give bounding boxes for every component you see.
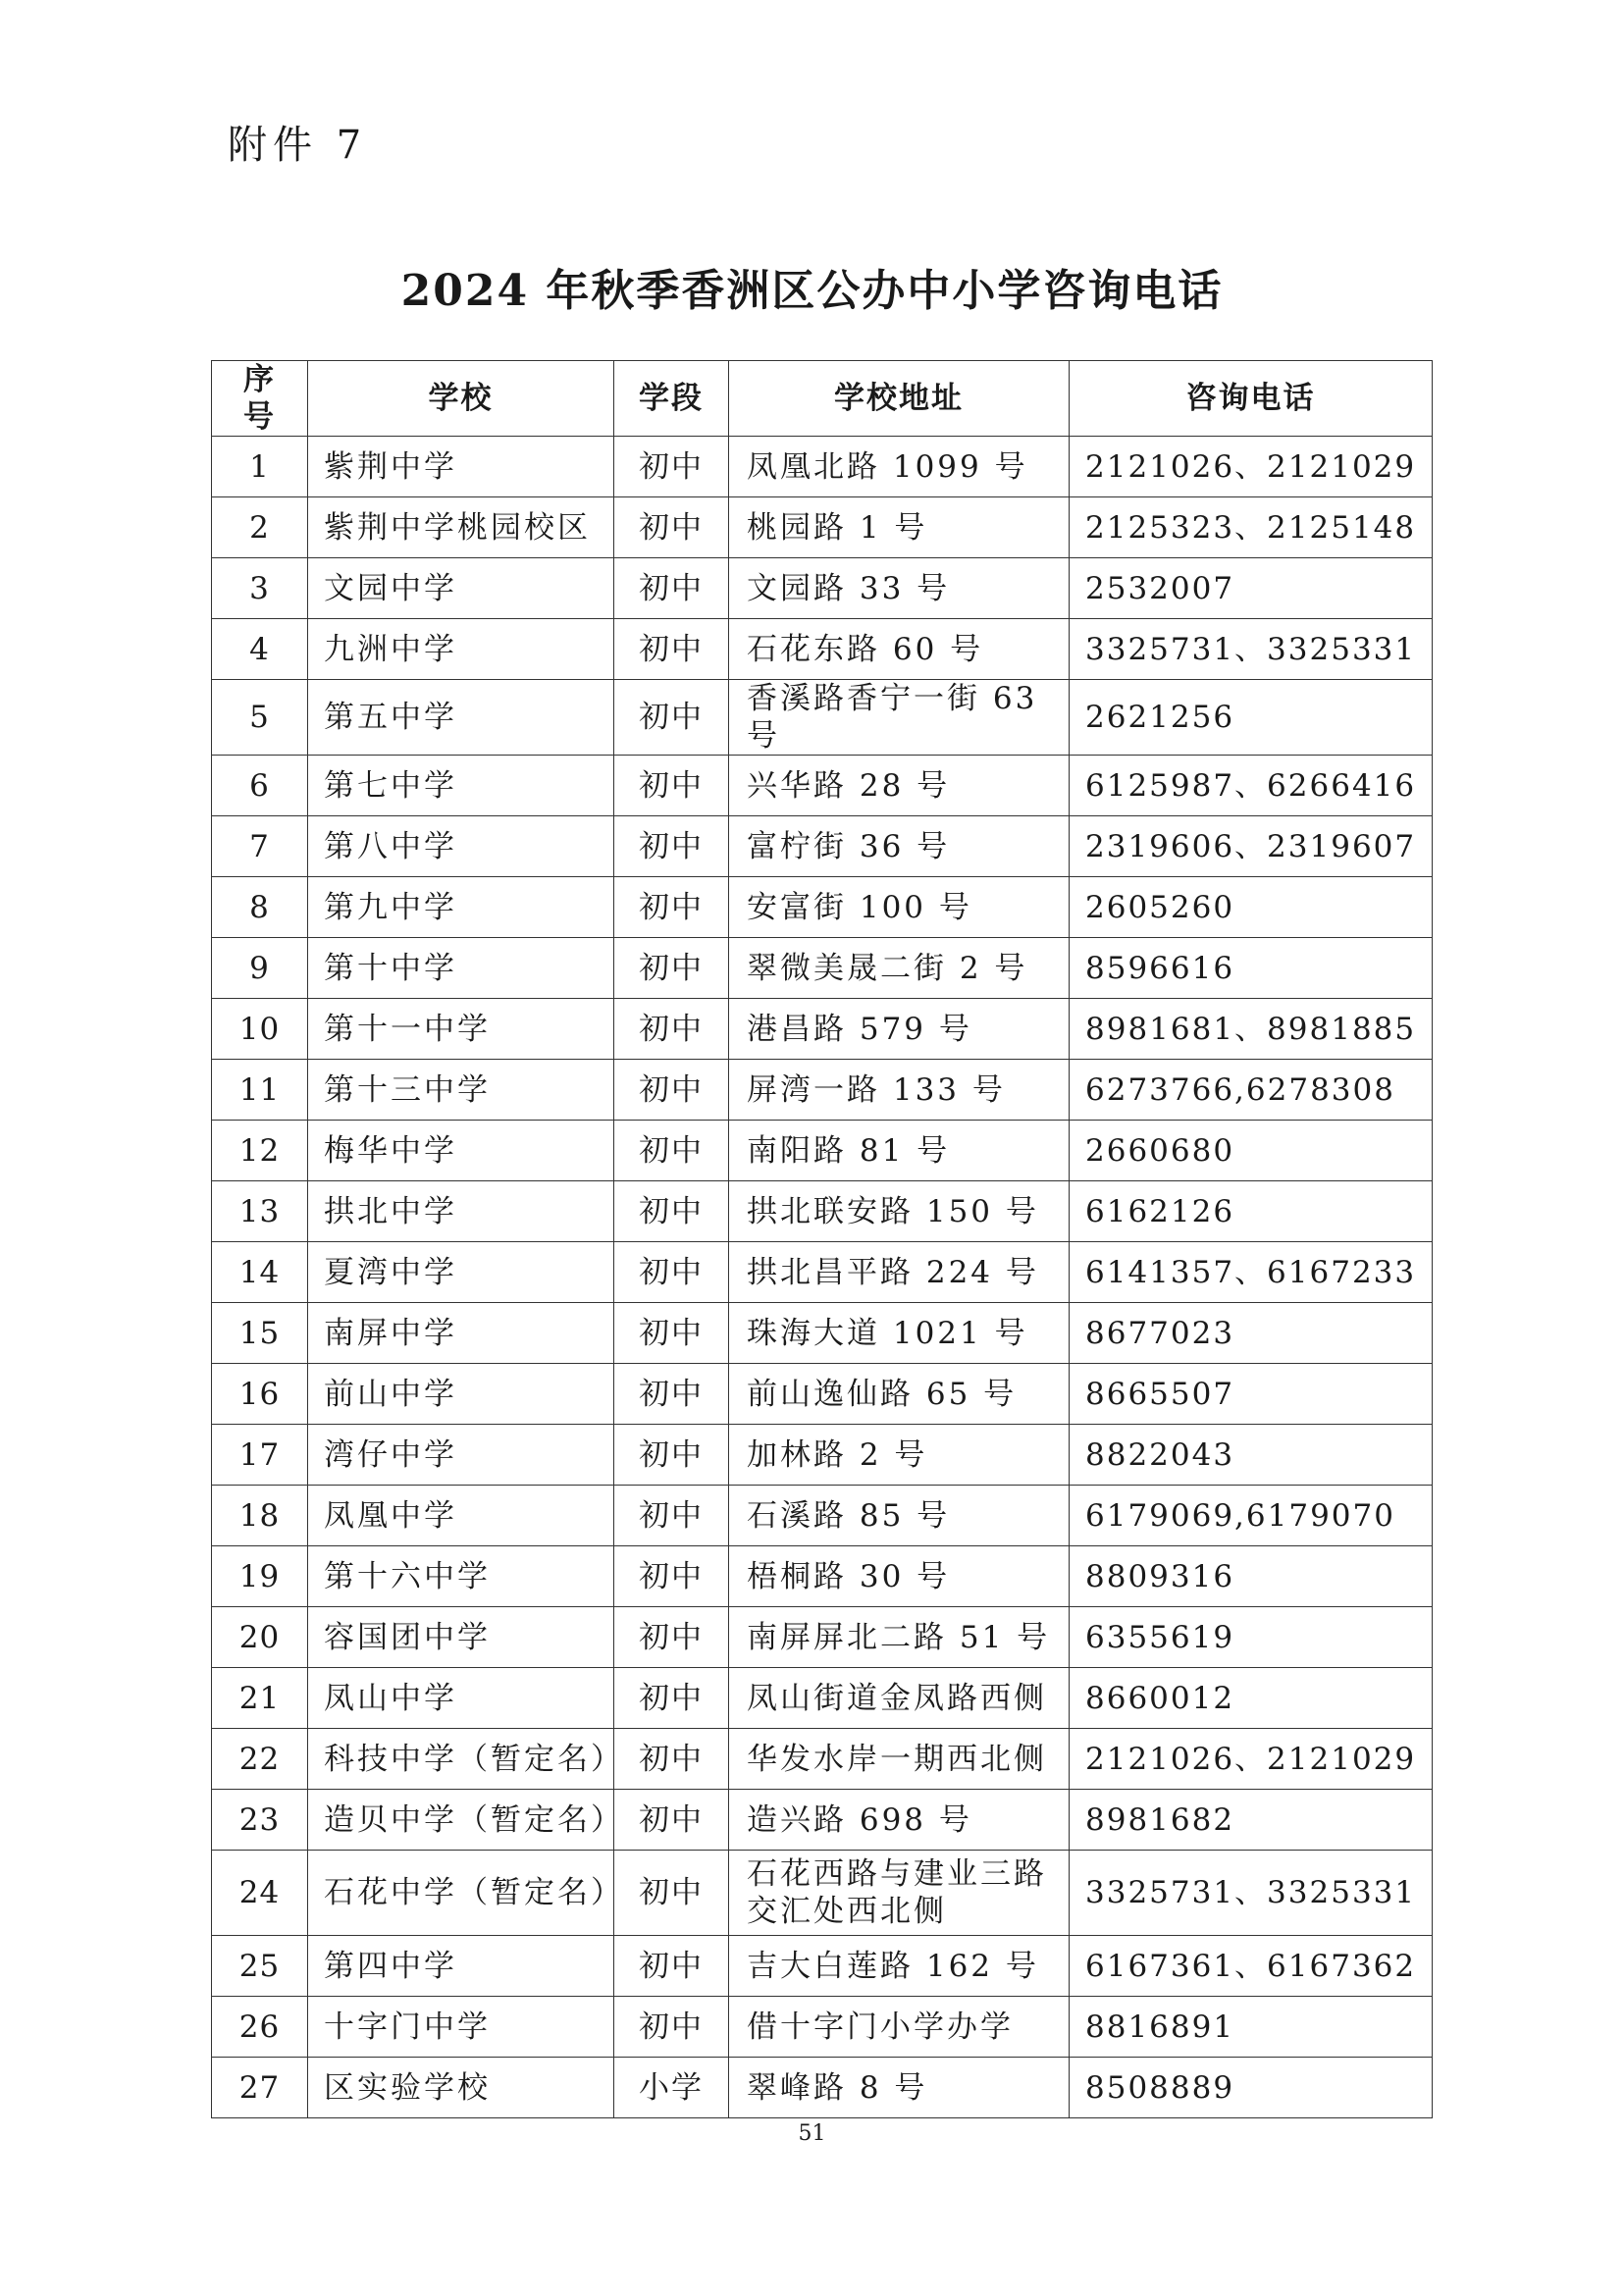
cell-stage: 初中 <box>614 558 729 619</box>
cell-school: 凤凰中学 <box>308 1486 614 1546</box>
cell-address: 拱北联安路 150 号 <box>729 1181 1070 1242</box>
cell-stage: 初中 <box>614 1364 729 1425</box>
cell-number: 12 <box>212 1121 308 1181</box>
cell-number: 23 <box>212 1790 308 1851</box>
school-contact-table <box>211 360 1432 2118</box>
table-row <box>212 1364 1433 1425</box>
cell-address: 借十字门小学办学 <box>729 1997 1070 2058</box>
cell-phone: 8508889 <box>1070 2058 1433 2118</box>
cell-phone: 8981682 <box>1070 1790 1433 1851</box>
cell-number: 9 <box>212 938 308 999</box>
cell-number: 11 <box>212 1060 308 1121</box>
cell-address: 凤凰北路 1099 号 <box>729 437 1070 497</box>
table-row <box>212 1546 1433 1607</box>
cell-address: 翠峰路 8 号 <box>729 2058 1070 2118</box>
cell-phone: 6179069,6179070 <box>1070 1486 1433 1546</box>
cell-address: 石溪路 85 号 <box>729 1486 1070 1546</box>
cell-phone: 6141357、6167233 <box>1070 1242 1433 1303</box>
cell-address: 加林路 2 号 <box>729 1425 1070 1486</box>
cell-number: 10 <box>212 999 308 1060</box>
column-header-school: 学校 <box>308 361 614 437</box>
cell-number: 13 <box>212 1181 308 1242</box>
cell-number: 19 <box>212 1546 308 1607</box>
cell-address: 造兴路 698 号 <box>729 1790 1070 1851</box>
cell-address: 石花西路与建业三路交汇处西北侧 <box>729 1851 1070 1936</box>
cell-address: 石花东路 60 号 <box>729 619 1070 680</box>
cell-stage: 初中 <box>614 1790 729 1851</box>
cell-school: 湾仔中学 <box>308 1425 614 1486</box>
cell-school: 第十三中学 <box>308 1060 614 1121</box>
cell-school: 夏湾中学 <box>308 1242 614 1303</box>
table-row <box>212 1060 1433 1121</box>
table-row <box>212 756 1433 816</box>
cell-number: 22 <box>212 1729 308 1790</box>
cell-school: 第四中学 <box>308 1936 614 1997</box>
table-row <box>212 1181 1433 1242</box>
cell-school: 第十中学 <box>308 938 614 999</box>
cell-number: 20 <box>212 1607 308 1668</box>
cell-school: 容国团中学 <box>308 1607 614 1668</box>
cell-address: 华发水岸一期西北侧 <box>729 1729 1070 1790</box>
cell-school: 文园中学 <box>308 558 614 619</box>
table-row <box>212 2058 1433 2118</box>
cell-number: 1 <box>212 437 308 497</box>
cell-stage: 初中 <box>614 497 729 558</box>
cell-number: 2 <box>212 497 308 558</box>
cell-school: 第九中学 <box>308 877 614 938</box>
cell-school: 第八中学 <box>308 816 614 877</box>
table-row <box>212 437 1433 497</box>
cell-stage: 初中 <box>614 1425 729 1486</box>
cell-stage: 初中 <box>614 1303 729 1364</box>
cell-number: 8 <box>212 877 308 938</box>
cell-school: 前山中学 <box>308 1364 614 1425</box>
cell-address: 吉大白莲路 162 号 <box>729 1936 1070 1997</box>
table-row <box>212 816 1433 877</box>
cell-address: 兴华路 28 号 <box>729 756 1070 816</box>
cell-stage: 初中 <box>614 1060 729 1121</box>
cell-stage: 初中 <box>614 1486 729 1546</box>
cell-stage: 初中 <box>614 999 729 1060</box>
column-header-number: 序号 <box>212 361 308 437</box>
cell-school: 紫荆中学 <box>308 437 614 497</box>
table-row <box>212 877 1433 938</box>
cell-address: 珠海大道 1021 号 <box>729 1303 1070 1364</box>
cell-address: 港昌路 579 号 <box>729 999 1070 1060</box>
cell-number: 15 <box>212 1303 308 1364</box>
cell-stage: 初中 <box>614 816 729 877</box>
cell-school: 科技中学（暂定名） <box>308 1729 614 1790</box>
cell-school: 第十一中学 <box>308 999 614 1060</box>
table-row <box>212 497 1433 558</box>
cell-school: 紫荆中学桃园校区 <box>308 497 614 558</box>
cell-stage: 初中 <box>614 1121 729 1181</box>
cell-phone: 2121026、2121029 <box>1070 1729 1433 1790</box>
cell-phone: 8677023 <box>1070 1303 1433 1364</box>
cell-school: 梅华中学 <box>308 1121 614 1181</box>
table-row <box>212 1851 1433 1936</box>
cell-address: 香溪路香宁一街 63 号 <box>729 680 1070 756</box>
cell-address: 前山逸仙路 65 号 <box>729 1364 1070 1425</box>
column-header-address: 学校地址 <box>729 361 1070 437</box>
table-row <box>212 1242 1433 1303</box>
table-row <box>212 1997 1433 2058</box>
cell-school: 凤山中学 <box>308 1668 614 1729</box>
column-header-stage: 学段 <box>614 361 729 437</box>
cell-number: 21 <box>212 1668 308 1729</box>
cell-stage: 初中 <box>614 938 729 999</box>
table-row <box>212 1121 1433 1181</box>
cell-school: 十字门中学 <box>308 1997 614 2058</box>
cell-school: 第七中学 <box>308 756 614 816</box>
table-row <box>212 680 1433 756</box>
cell-address: 屏湾一路 133 号 <box>729 1060 1070 1121</box>
table-row <box>212 1668 1433 1729</box>
cell-stage: 初中 <box>614 1936 729 1997</box>
cell-phone: 8809316 <box>1070 1546 1433 1607</box>
cell-phone: 6162126 <box>1070 1181 1433 1242</box>
cell-address: 安富街 100 号 <box>729 877 1070 938</box>
cell-stage: 初中 <box>614 1607 729 1668</box>
cell-school: 造贝中学（暂定名） <box>308 1790 614 1851</box>
cell-school: 区实验学校 <box>308 2058 614 2118</box>
header-row <box>212 361 1433 437</box>
page-number: 51 <box>798 2121 826 2146</box>
cell-address: 南阳路 81 号 <box>729 1121 1070 1181</box>
cell-school: 九洲中学 <box>308 619 614 680</box>
cell-address: 南屏屏北二路 51 号 <box>729 1607 1070 1668</box>
cell-address: 富柠街 36 号 <box>729 816 1070 877</box>
cell-number: 25 <box>212 1936 308 1997</box>
cell-number: 17 <box>212 1425 308 1486</box>
cell-phone: 8816891 <box>1070 1997 1433 2058</box>
table-row <box>212 938 1433 999</box>
cell-stage: 小学 <box>614 2058 729 2118</box>
cell-number: 18 <box>212 1486 308 1546</box>
table-row <box>212 999 1433 1060</box>
table-row <box>212 1303 1433 1364</box>
cell-stage: 初中 <box>614 1729 729 1790</box>
cell-stage: 初中 <box>614 1851 729 1936</box>
cell-school: 石花中学（暂定名） <box>308 1851 614 1936</box>
page-title: 2024 年秋季香洲区公办中小学咨询电话 <box>400 266 1224 316</box>
cell-phone: 8981681、8981885 <box>1070 999 1433 1060</box>
cell-phone: 6355619 <box>1070 1607 1433 1668</box>
cell-stage: 初中 <box>614 1181 729 1242</box>
table-row <box>212 558 1433 619</box>
cell-phone: 2319606、2319607 <box>1070 816 1433 877</box>
column-header-phone: 咨询电话 <box>1070 361 1433 437</box>
cell-number: 6 <box>212 756 308 816</box>
cell-school: 第五中学 <box>308 680 614 756</box>
contact-table <box>211 360 1433 2118</box>
cell-number: 14 <box>212 1242 308 1303</box>
table-row <box>212 1790 1433 1851</box>
cell-stage: 初中 <box>614 756 729 816</box>
cell-phone: 8822043 <box>1070 1425 1433 1486</box>
cell-address: 拱北昌平路 224 号 <box>729 1242 1070 1303</box>
cell-number: 7 <box>212 816 308 877</box>
cell-school: 南屏中学 <box>308 1303 614 1364</box>
cell-stage: 初中 <box>614 1242 729 1303</box>
cell-phone: 3325731、3325331 <box>1070 1851 1433 1936</box>
cell-stage: 初中 <box>614 1546 729 1607</box>
cell-address: 文园路 33 号 <box>729 558 1070 619</box>
cell-phone: 8596616 <box>1070 938 1433 999</box>
cell-phone: 6125987、6266416 <box>1070 756 1433 816</box>
cell-phone: 8665507 <box>1070 1364 1433 1425</box>
cell-address: 桃园路 1 号 <box>729 497 1070 558</box>
cell-address: 梧桐路 30 号 <box>729 1546 1070 1607</box>
cell-address: 翠微美晟二街 2 号 <box>729 938 1070 999</box>
table-row <box>212 1936 1433 1997</box>
cell-stage: 初中 <box>614 437 729 497</box>
cell-number: 27 <box>212 2058 308 2118</box>
cell-number: 4 <box>212 619 308 680</box>
cell-stage: 初中 <box>614 680 729 756</box>
cell-stage: 初中 <box>614 619 729 680</box>
table-row <box>212 1425 1433 1486</box>
cell-stage: 初中 <box>614 877 729 938</box>
cell-phone: 6273766,6278308 <box>1070 1060 1433 1121</box>
cell-phone: 2660680 <box>1070 1121 1433 1181</box>
table-row <box>212 619 1433 680</box>
cell-number: 24 <box>212 1851 308 1936</box>
cell-number: 16 <box>212 1364 308 1425</box>
cell-number: 3 <box>212 558 308 619</box>
cell-number: 5 <box>212 680 308 756</box>
table-header <box>212 361 1433 437</box>
cell-phone: 2532007 <box>1070 558 1433 619</box>
table-row <box>212 1486 1433 1546</box>
table-row <box>212 1729 1433 1790</box>
cell-phone: 2621256 <box>1070 680 1433 756</box>
cell-school: 拱北中学 <box>308 1181 614 1242</box>
cell-number: 26 <box>212 1997 308 2058</box>
cell-school: 第十六中学 <box>308 1546 614 1607</box>
cell-stage: 初中 <box>614 1668 729 1729</box>
attachment-label: 附件 7 <box>228 123 368 168</box>
cell-address: 凤山街道金凤路西侧 <box>729 1668 1070 1729</box>
cell-phone: 6167361、6167362 <box>1070 1936 1433 1997</box>
cell-phone: 2605260 <box>1070 877 1433 938</box>
cell-stage: 初中 <box>614 1997 729 2058</box>
table-row <box>212 1607 1433 1668</box>
table-body <box>212 437 1433 2118</box>
cell-phone: 3325731、3325331 <box>1070 619 1433 680</box>
cell-phone: 8660012 <box>1070 1668 1433 1729</box>
cell-phone: 2121026、2121029 <box>1070 437 1433 497</box>
cell-phone: 2125323、2125148 <box>1070 497 1433 558</box>
